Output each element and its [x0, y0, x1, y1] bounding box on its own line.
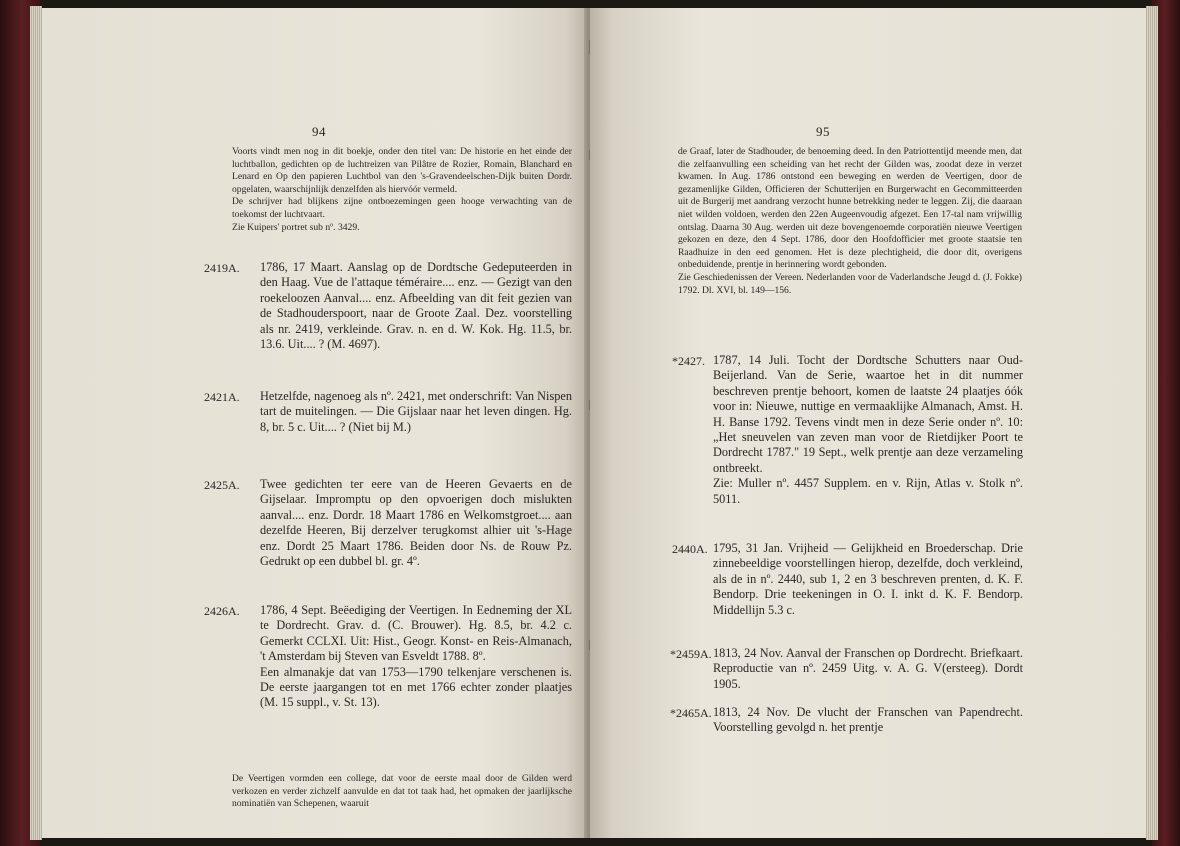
page-edges-right [1146, 6, 1158, 840]
catalog-entry [260, 389, 572, 435]
footnote [232, 773, 572, 811]
entry-text: Twee gedichten ter eere van de Heeren Gevaerts en de Gijselaar. Impromptu op den opvoerigen doch mislukten aanval.... enz. Dordr. 18 Maart 1786 en Welkomstgroet.... aan dezelfde Heeren, Bij derzelver terugkomst alhier uit 's-Hage enz. Dordt 25 Maart 1786. Beiden door Ns. de Rouw Pz. Gedrukt op een dubbel bl. gr. 4º. [260, 477, 572, 569]
entry-text: Hetzelfde, nagenoeg als nº. 2421, met onderschrift: Van Nispen tart de muitelingen. — Die Gijslaar naar het leven dingen. Hg. 8, br. 5 c. Uit.... ? (Niet bij M.) [260, 389, 572, 434]
intro-paragraph: de Graaf, later de Stadhouder, de benoeming deed. In den Patriottentijd meende men, dat die zelfaanvulling een scheiding van het recht der Gilden was, zoodat deze in verzet kwamen. In Aug. 1786 ontstond een beweging en werden de Veertigen, door de gezamenlijke Gilden, Officieren der Schutterijen en Burgerwacht en Gecommitteerden uit de Burgerij met aandrang verzocht hunne betrekking neder te leggen. Zij, die daaraan niet wilden voldoen, werden den 22en Augeenvoudig afgezet. Een 17-tal nam vrijwillig ontslag. Daarna 30 Aug. werden uit deze bovengenoemde corporatiën nieuwe Veertigen gekozen en deze, den 4 Sept. 1786, door den Hoofdofficier met groote staatsie ten Raadhuize in den eed genomen. Het is deze plechtigheid, die door dit, overigens onbeduidende, prentje in herinnering wordt gebonden. [678, 146, 1022, 271]
entry-number: 2419A. [204, 261, 240, 275]
catalog-entry [713, 705, 1023, 736]
intro-reference: Zie Geschiedenissen der Vereen. Nederlanden voor de Vaderlandsche Jeugd d. (J. Fokke) 1792. Dl. XVI, bl. 149—156. [678, 271, 1022, 296]
page-number-right: 95 [816, 124, 830, 139]
intro-paragraph: De schrijver had blijkens zijne ontboezemingen geen hooge verwachting van de toekomst der luchtvaart. [232, 196, 572, 220]
catalog-entry [713, 646, 1023, 692]
entry-number: *2427. [672, 354, 705, 368]
intro-reference: Zie Kuipers' portret sub nº. 3429. [232, 221, 360, 233]
entry-number: *2465A. [670, 706, 712, 720]
catalog-entry [260, 603, 572, 711]
catalog-entry [260, 477, 572, 569]
entry-extra: Zie: Muller nº. 4457 Supplem. en v. Rijn, Atlas v. Stolk nº. 5011. [713, 476, 1023, 506]
page-number-left: 94 [312, 124, 326, 139]
right-page [590, 8, 1146, 838]
catalog-entry [713, 541, 1023, 618]
entry-number: 2421A. [204, 390, 240, 404]
entry-text: 1813, 24 Nov. De vlucht der Franschen van Papendrecht. Voorstelling gevolgd n. het prentje [713, 705, 1023, 735]
left-intro [232, 146, 572, 234]
entry-text: 1787, 14 Juli. Tocht der Dordtsche Schutters naar Oud-Beijerland. Van de Serie, waartoe het in dit nummer beschreven prentje behoort, komen de laatste 24 plaatjes óók voor in: Nieuwe, nuttige en vermaaklijke Almanach, Amst. H. H. Banse 1792. Tevens vindt men in deze Serie onder nº. 10: „Het sneuvelen van zeven man voor de Rietdijker Poort te Dordrecht 1787." 19 Sept., welk prentje aan deze verzameling ontbreekt. [713, 353, 1023, 475]
entry-text: 1786, 4 Sept. Beëediging der Veertigen. In Eedneming der XL te Dordrecht. Grav. d. (C. Brouwer). Hg. 8.5, br. 4.2 c. Gemerkt CCLXI. Uit: Hist., Geogr. Konst- en Reis-Almanach, 't Amsterdam bij Steven van Esveldt 1788. 8º. [260, 603, 572, 664]
left-page [42, 8, 588, 838]
right-intro [678, 146, 1022, 297]
intro-paragraph: Voorts vindt men nog in dit boekje, onder den titel van: De historie en het einde der luchtballon, gedichten op de luchtreizen van Pilâtre de Rozier, Romain, Blanchard en Lenard en Op den papieren Luchtbol van den 's-Gravendeelschen-Dijk buiten Dordr. opgelaten, waarschijnlijk denzelfden als hiervóór vermeld. [232, 146, 572, 195]
entry-number: 2426A. [204, 604, 240, 618]
entry-text: 1813, 24 Nov. Aanval der Franschen op Dordrecht. Briefkaart. Reproductie van nº. 2459 Uitg. v. A. G. V(ersteeg). Dordt 1905. [713, 646, 1023, 691]
catalog-entry [713, 353, 1023, 507]
footnote-text: De Veertigen vormden een college, dat voor de eerste maal door de Gilden werd verkozen en verder zichzelf aanvulde en dat tot taak had, het opmaken der jaarlijksche nominatiën van Schepenen, waaruit [232, 773, 572, 810]
catalog-entry [260, 260, 572, 352]
entry-number: 2440A. [672, 542, 708, 556]
entry-number: *2459A. [670, 647, 712, 661]
page-edges-left [30, 6, 42, 840]
entry-text: 1786, 17 Maart. Aanslag op de Dordtsche Gedeputeerden in den Haag. Vue de l'attaque téméraire.... enz. — Gezigt van den roekeloozen Aanval.... enz. Afbeelding van dit feit gezien van de Stadhouderspoort, naar de Groote Zaal. Dez. voorstelling als nr. 2419, verkleinde. Grav. n. en d. W. Kok. Hg. 11.5, br. 13.6. Uit.... ? (M. 4697). [260, 260, 572, 352]
entry-number: 2425A. [204, 478, 240, 492]
entry-extra: Een almanakje dat van 1753—1790 telkenjare verschenen is. De eerste jaargangen tot en met 1766 echter zonder plaatjes (M. 15 suppl., v. St. 13). [260, 664, 572, 710]
entry-text: 1795, 31 Jan. Vrijheid — Gelijkheid en Broederschap. Drie zinnebeeldige voorstellingen hierop, dezelfde, doch verkleind, als de in nº. 2440, sub 1, 2 en 3 beschreven prenten, d. K. F. Bendorp. Drie teekeningen in O. I. inkt d. K. F. Bendorp. Middellijn 5.3 c. [713, 541, 1023, 617]
